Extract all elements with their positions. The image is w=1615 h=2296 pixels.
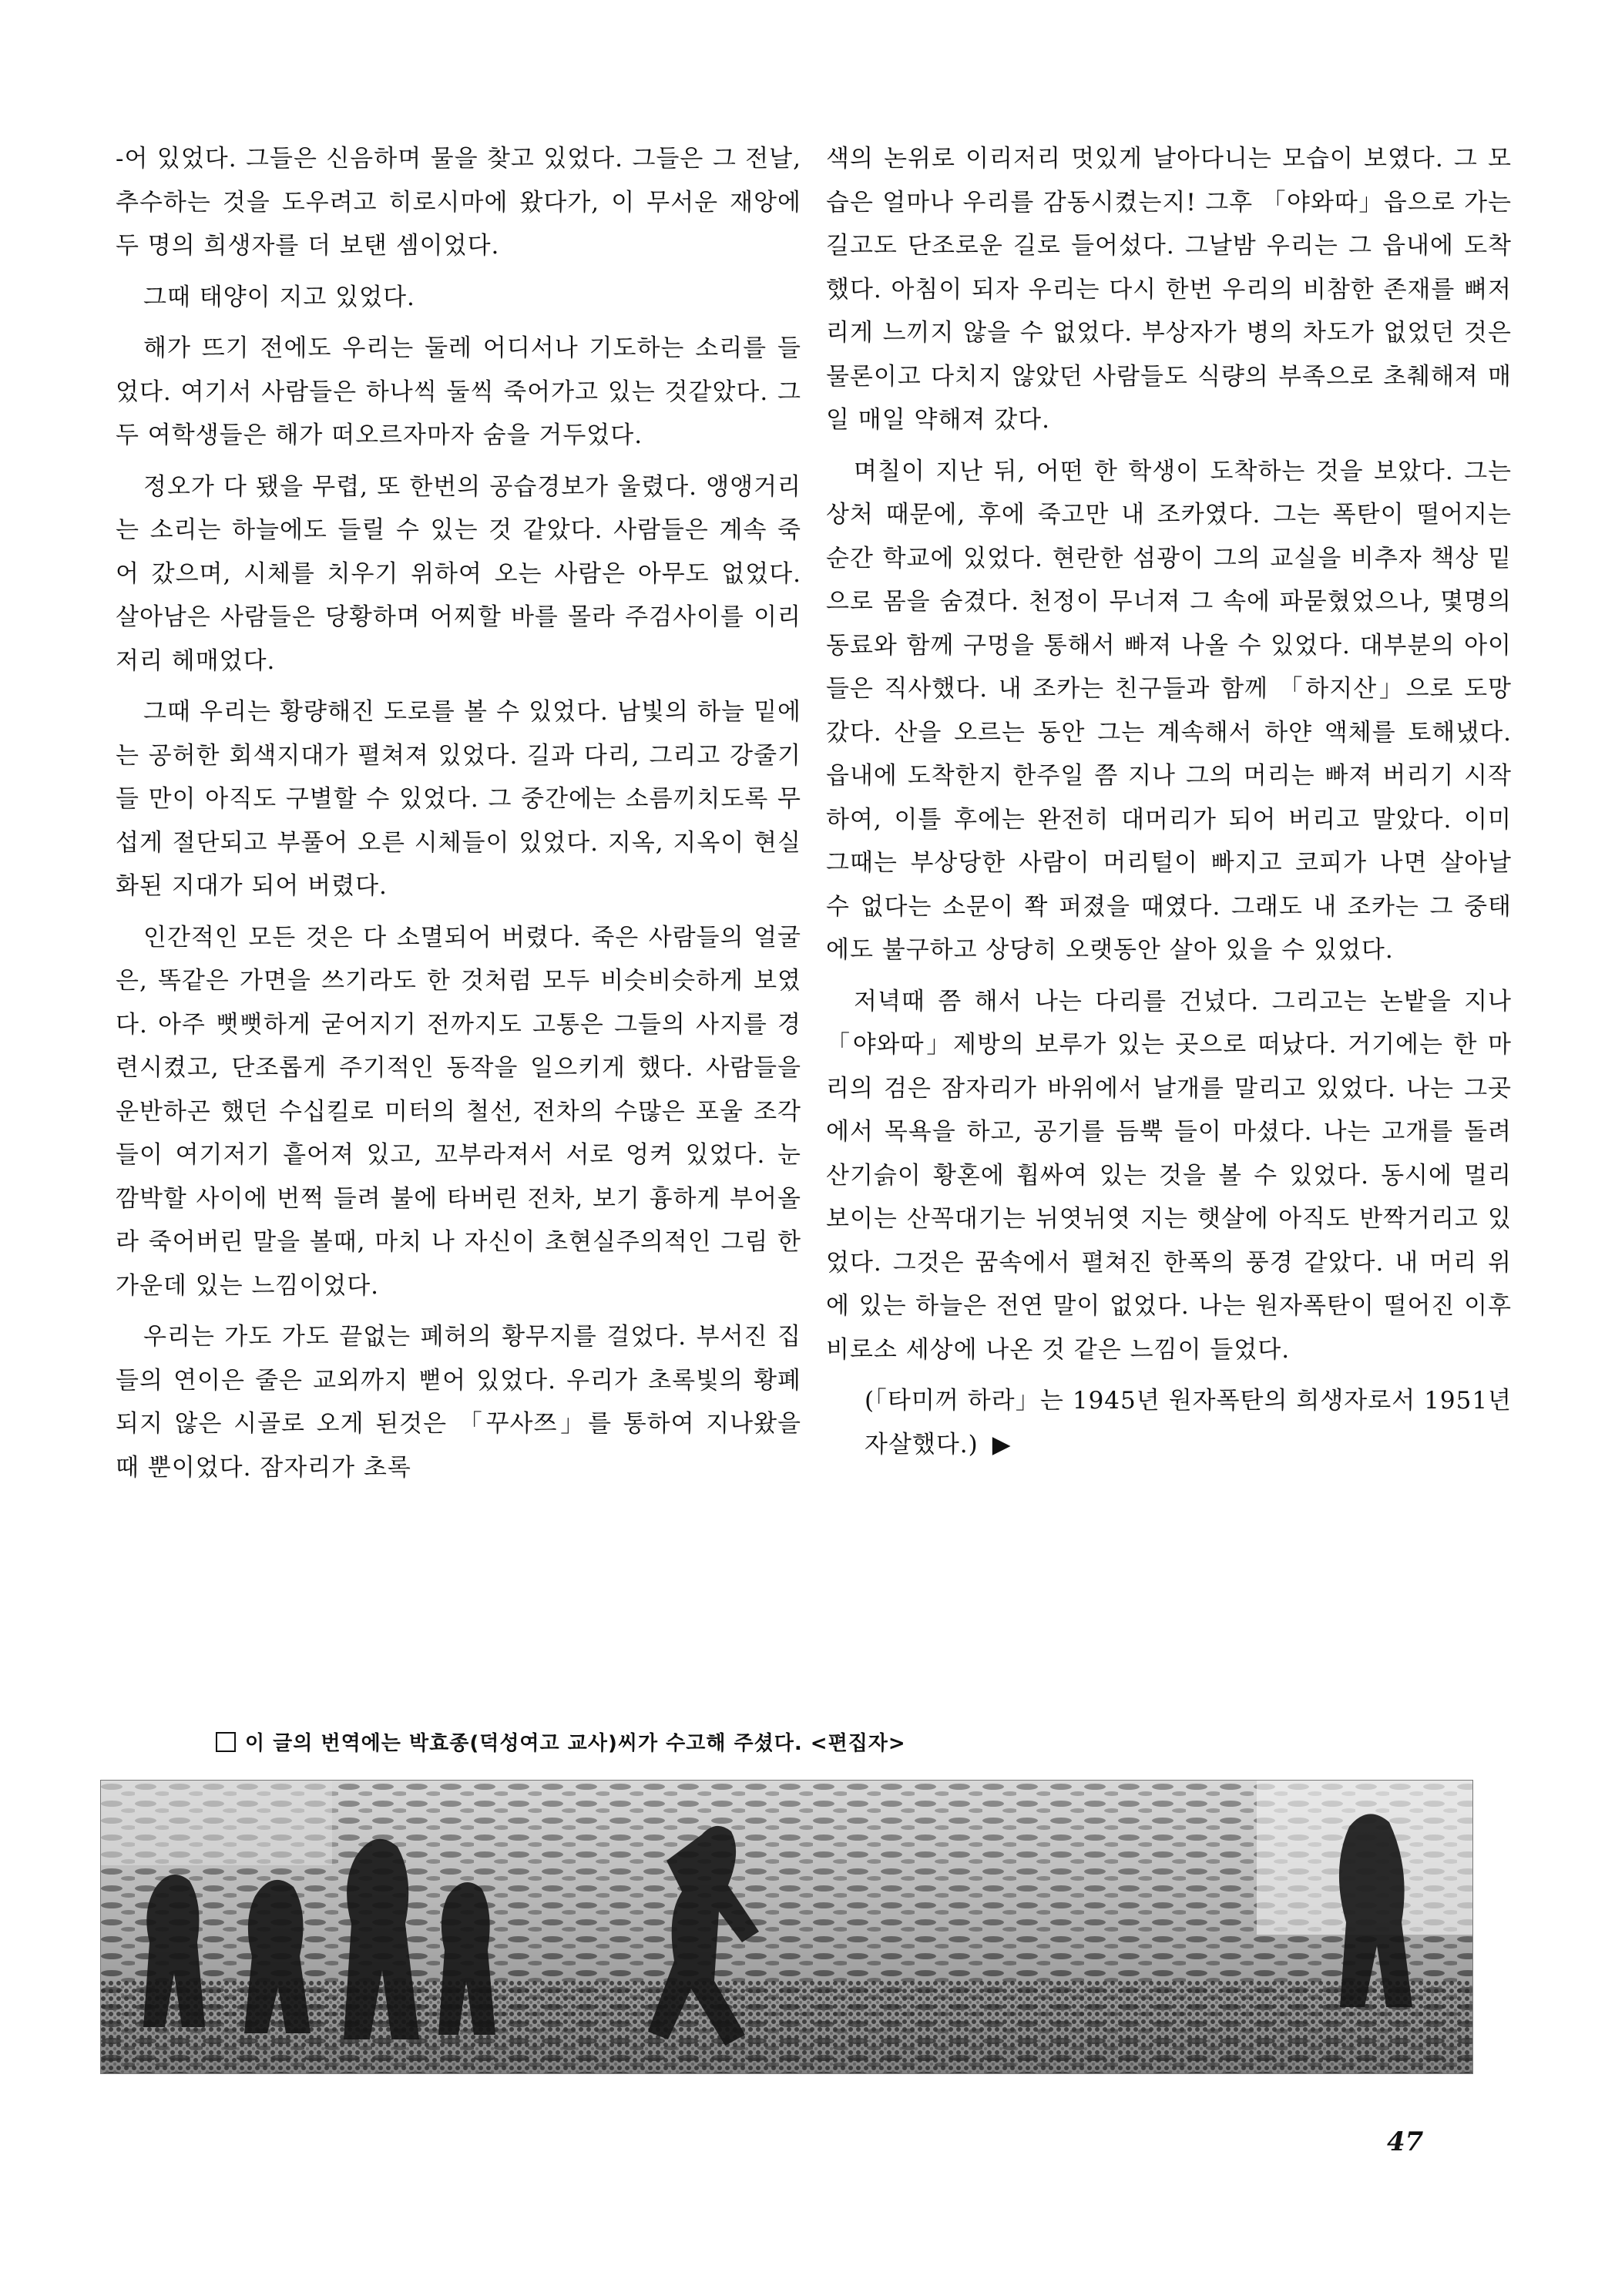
paragraph: -어 있었다. 그들은 신음하며 물을 찾고 있었다. 그들은 그 전날, 추수하는 것을 도우려고 히로시마에 왔다가, 이 무서운 재앙에 두 명의 희생자를 더 보탠 셈이었다. — [116, 145, 801, 260]
closing-note-text: (「타미꺼 하라」는 1945년 원자폭탄의 희생자로서 1951년 자살했다.) — [865, 1387, 1512, 1458]
paragraph: 우리는 가도 가도 끝없는 폐허의 황무지를 걸었다. 부서진 집들의 연이은 줄은 교외까지 뻗어 있었다. 우리가 초록빛의 황폐되지 않은 시골로 오게 된것은 「꾸사쯔」를 통하여 지나왔을 때 뿐이었다. 잠자리가 초록 — [116, 1323, 801, 1482]
paragraph: 저녁때 쯤 해서 나는 다리를 건넜다. 그리고는 논밭을 지나 「야와따」제방의 보루가 있는 곳으로 떠났다. 거기에는 한 마리의 검은 잠자리가 바위에서 날개를 말리고 있었다. 나는 그곳에서 목욕을 하고, 공기를 듬뿍 들이 마셨다. 나는 고개를 돌려 산기슭이 황혼에 휩싸여 있는 것을 볼 수 있었다. 동시에 멀리 보이는 산꼭대기는 뉘엿뉘엿 지는 햇살에 아직도 반짝거리고 있었다. 그것은 꿈속에서 펼쳐진 한폭의 풍경 같았다. 내 머리 위에 있는 하늘은 전연 말이 없었다. 나는 원자폭탄이 떨어진 이후 비로소 세상에 나온 것 같은 느낌이 들었다. — [826, 987, 1512, 1364]
editor-note — [216, 1727, 1449, 1756]
page-number: 47 — [1387, 2126, 1424, 2157]
editor-note-text: 이 글의 번역에는 박효종(덕성여고 교사)씨가 수고해 주셨다. <편집자> — [245, 1732, 906, 1755]
photo-graphic — [101, 1781, 1472, 2073]
halftone-photo — [100, 1780, 1473, 2074]
paragraph: 색의 논위로 이리저리 멋있게 날아다니는 모습이 보였다. 그 모습은 얼마나 우리를 감동시켰는지! 그후 「야와따」읍으로 가는 길고도 단조로운 길로 들어섰다. 그날밤 우리는 그 읍내에 도착했다. 아침이 되자 우리는 다시 한번 우리의 비참한 존재를 뼈저리게 느끼지 않을 수 없었다. 부상자가 병의 차도가 없었던 것은 물론이고 다치지 않았던 사람들도 식량의 부족으로 초췌해져 매일 매일 약해져 갔다. — [826, 145, 1512, 434]
article-right-column — [826, 137, 1512, 1466]
paragraph: 정오가 다 됐을 무렵, 또 한번의 공습경보가 울렸다. 앵앵거리는 소리는 하늘에도 들릴 수 있는 것 같았다. 사람들은 계속 죽어 갔으며, 시체를 치우기 위하여 오는 사람은 아무도 없었다. 살아남은 사람들은 당황하며 어찌할 바를 몰라 주검사이를 이리저리 헤매었다. — [116, 472, 801, 675]
article-left-column — [116, 137, 801, 1489]
paragraph: 며칠이 지난 뒤, 어떤 한 학생이 도착하는 것을 보았다. 그는 상처 때문에, 후에 죽고만 내 조카였다. 그는 폭탄이 떨어지는 순간 학교에 있었다. 현란한 섬광이 그의 교실을 비추자 책상 밑으로 몸을 숨겼다. 천정이 무너져 그 속에 파묻혔었으나, 몇명의 동료와 함께 구멍을 통해서 빠져 나올 수 있었다. 대부분의 아이들은 직사했다. 내 조카는 친구들과 함께 「하지산」으로 도망갔다. 산을 오르는 동안 그는 계속해서 하얀 액체를 토해냈다. 읍내에 도착한지 한주일 쯤 지나 그의 머리는 빠져 버리기 시작하여, 이틀 후에는 완전히 대머리가 되어 버리고 말았다. 이미 그때는 부상당한 사람이 머리털이 빠지고 코피가 나면 살아날 수 없다는 소문이 쫙 퍼졌을 때였다. 그래도 내 조카는 그 중태에도 불구하고 상당히 오랫동안 살아 있을 수 있었다. — [826, 457, 1512, 964]
paragraph: 해가 뜨기 전에도 우리는 둘레 어디서나 기도하는 소리를 들었다. 여기서 사람들은 하나씩 둘씩 죽어가고 있는 것같았다. 그 두 여학생들은 해가 떠오르자마자 숨을 거두었다. — [116, 334, 801, 449]
closing-note — [826, 1379, 1512, 1466]
end-mark-icon: ▶ — [992, 1430, 1012, 1458]
paragraph: 그때 태양이 지고 있었다. — [143, 283, 415, 311]
paragraph: 그때 우리는 황량해진 도로를 볼 수 있었다. 남빛의 하늘 밑에는 공허한 회색지대가 펼쳐져 있었다. 길과 다리, 그리고 강줄기들 만이 아직도 구별할 수 있었다. 그 중간에는 소름끼치도록 무섭게 절단되고 부풀어 오른 시체들이 있었다. 지옥, 지옥이 현실화된 지대가 되어 버렸다. — [116, 698, 801, 900]
paragraph: 인간적인 모든 것은 다 소멸되어 버렸다. 죽은 사람들의 얼굴은, 똑같은 가면을 쓰기라도 한 것처럼 모두 비슷비슷하게 보였다. 아주 뻣뻣하게 굳어지기 전까지도 고통은 그들의 사지를 경련시켰고, 단조롭게 주기적인 동작을 일으키게 했다. 사람들을 운반하곤 했던 수십킬로 미터의 철선, 전차의 수많은 포울 조각들이 여기저기 흩어져 있고, 꼬부라져서 서로 엉켜 있었다. 눈 깜박할 사이에 번쩍 들려 불에 타버린 전차, 보기 흉하게 부어올라 죽어버린 말을 볼때, 마치 나 자신이 초현실주의적인 그림 한가운데 있는 느낌이었다. — [116, 923, 801, 1300]
checkbox-square-icon — [216, 1732, 236, 1752]
